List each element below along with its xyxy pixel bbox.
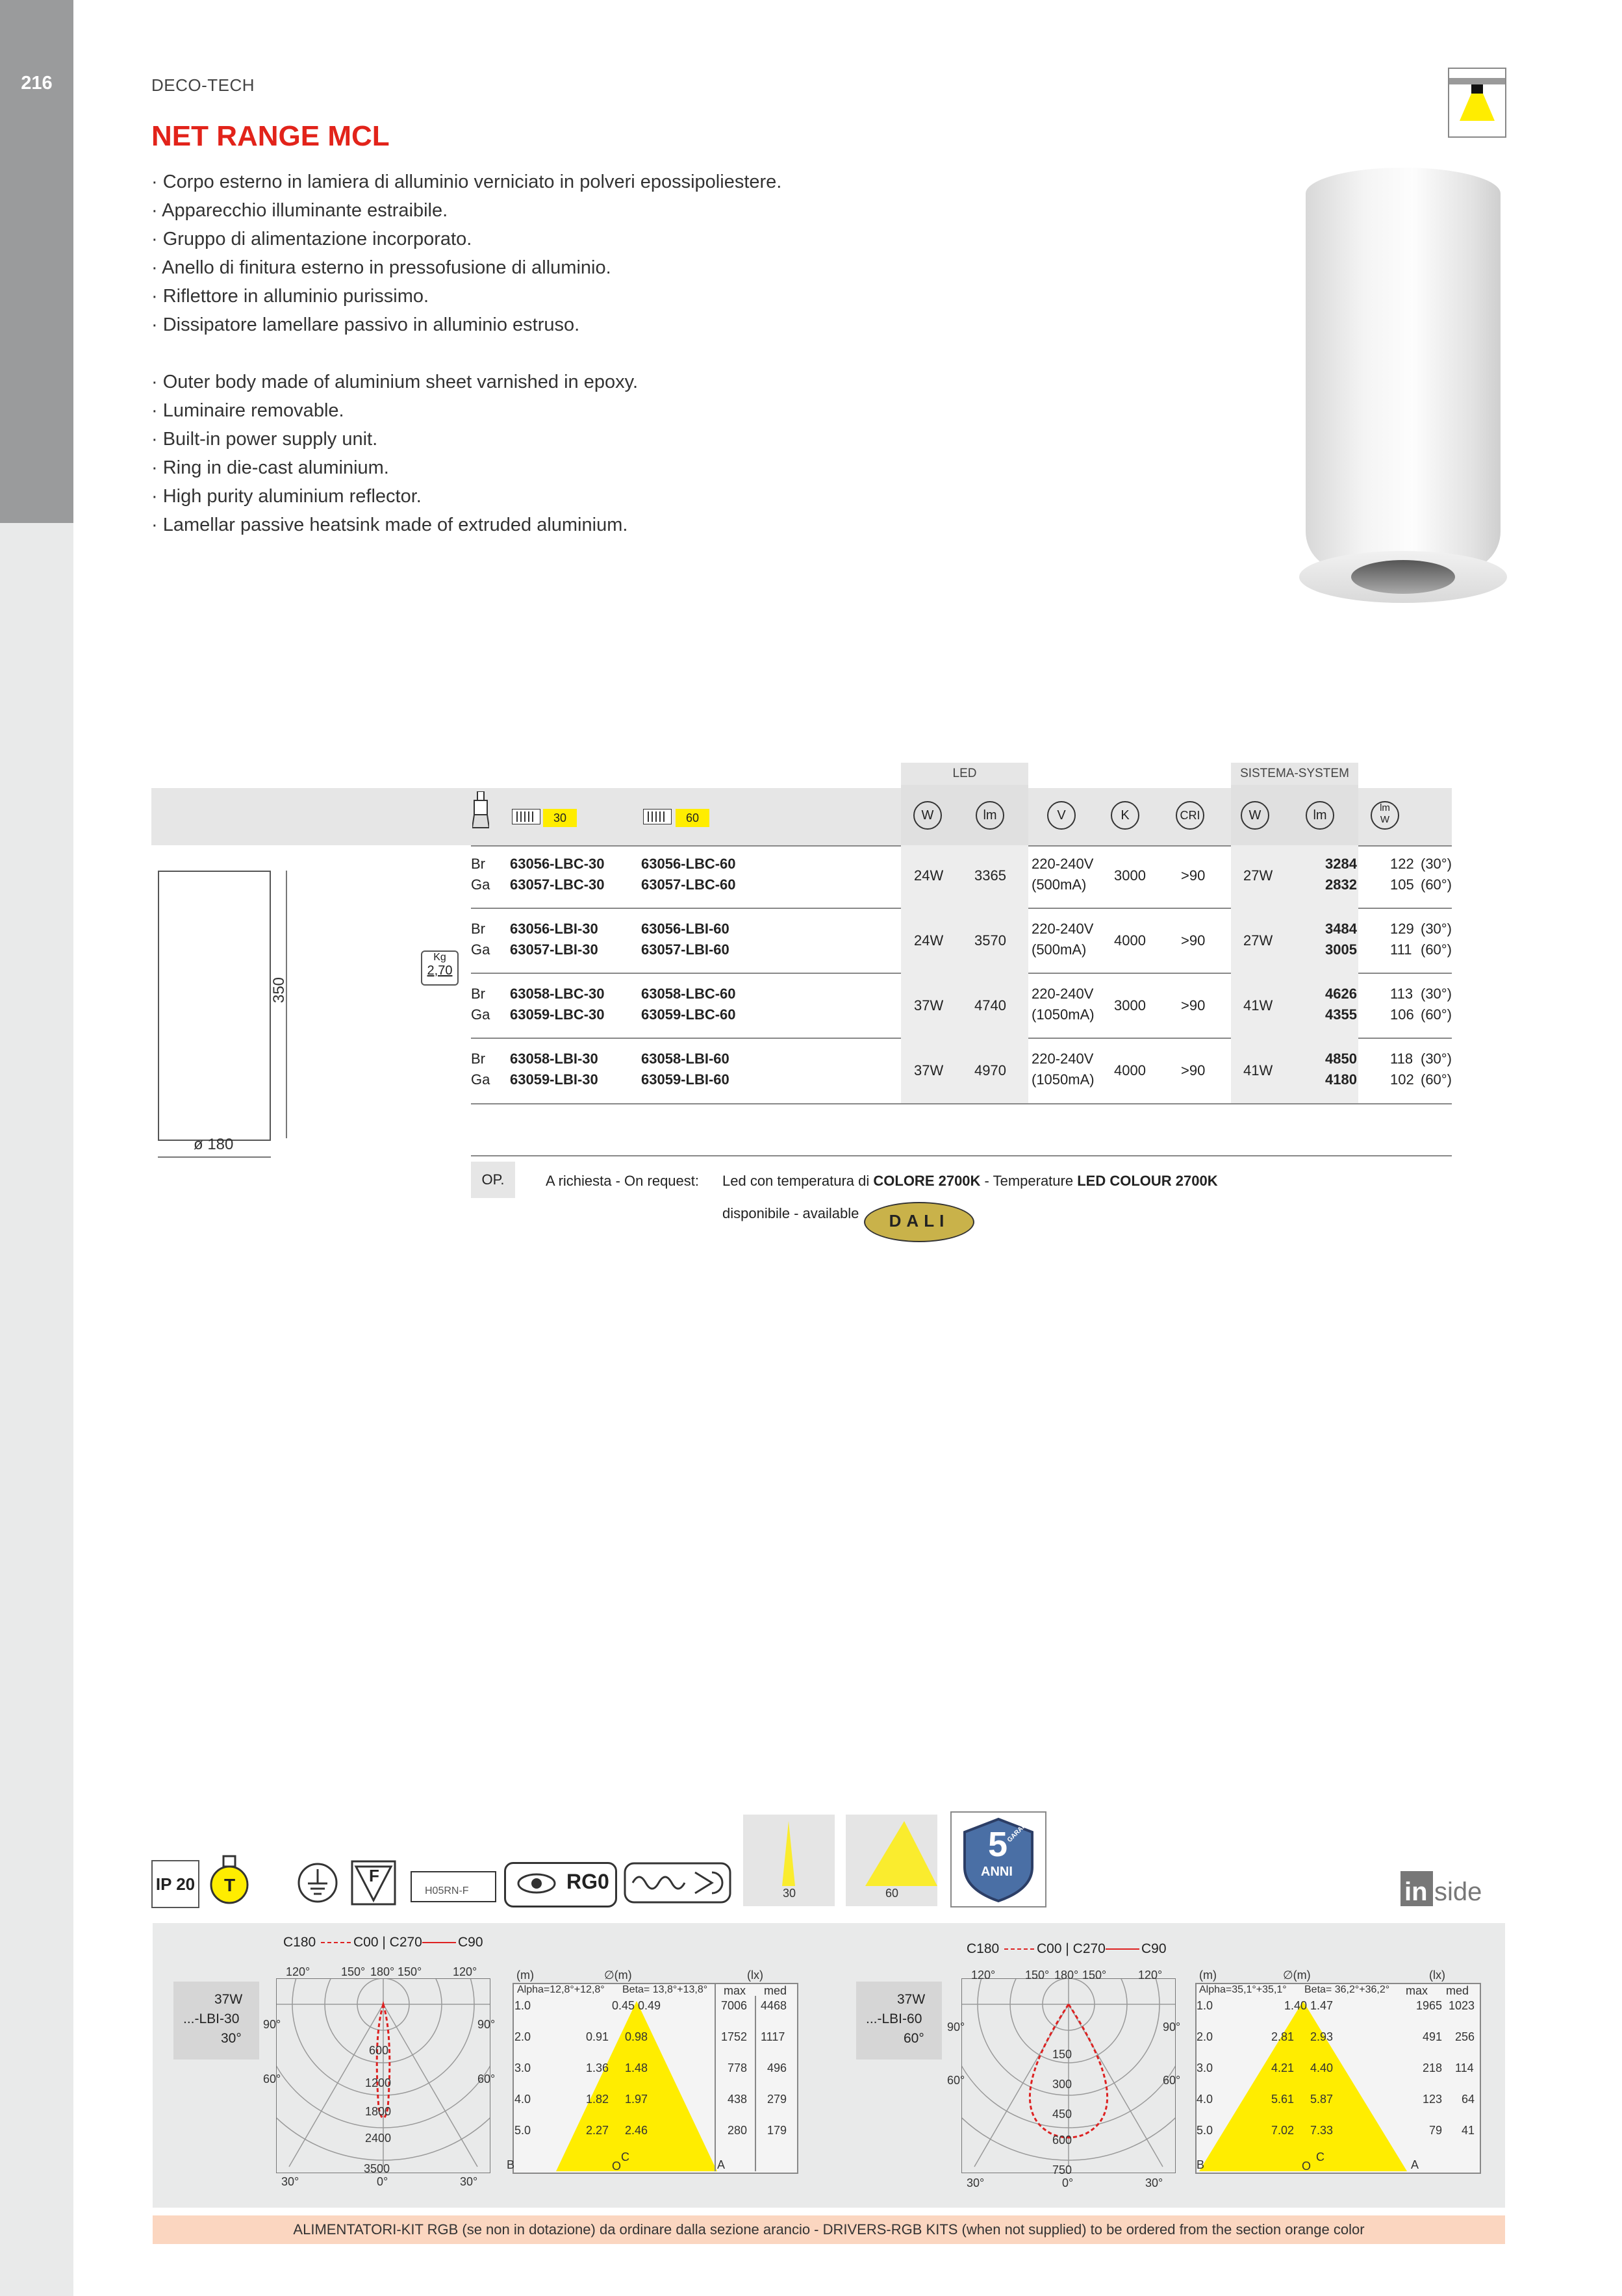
voltage: 220-240V bbox=[1032, 856, 1094, 872]
current: (1050mA) bbox=[1032, 1006, 1095, 1023]
angle-60: (60°) bbox=[1421, 941, 1452, 958]
product-title: NET RANGE MCL bbox=[151, 120, 390, 152]
finish-ga: Ga bbox=[471, 1006, 490, 1023]
radial-tick: 750 bbox=[1052, 2163, 1072, 2176]
angle-tick: 0° bbox=[377, 2175, 388, 2188]
cone-label-b: B bbox=[507, 2158, 515, 2171]
angle-tick: 180° bbox=[1054, 1969, 1079, 1982]
diameter-a: 5.61 bbox=[1271, 2093, 1295, 2106]
kelvin-icon: K bbox=[1111, 801, 1139, 830]
system-lumen-icon: lm bbox=[1306, 801, 1334, 830]
angle-tick: 120° bbox=[971, 1969, 996, 1982]
system-lumen-60: 4355 bbox=[1325, 1006, 1357, 1023]
voltage: 220-240V bbox=[1032, 986, 1094, 1002]
desc-it-line: · Riflettore in alluminio purissimo. bbox=[151, 286, 429, 307]
system-group-header: SISTEMA-SYSTEM bbox=[1231, 763, 1358, 785]
efficacy-60: 111 bbox=[1390, 941, 1412, 958]
radial-tick: 2400 bbox=[365, 2132, 392, 2145]
efficacy-60: 102 bbox=[1390, 1071, 1414, 1088]
lux-max: 280 bbox=[728, 2124, 748, 2137]
diameter-a: 1.40 bbox=[1284, 1999, 1308, 2012]
table-row bbox=[471, 983, 1452, 1035]
system-watt-icon: W bbox=[1241, 801, 1269, 830]
lux-med: 496 bbox=[767, 2061, 787, 2074]
desc-en-line: · Outer body made of aluminium sheet varnished in epoxy. bbox=[151, 372, 639, 392]
led-lumen: 4740 bbox=[974, 997, 1006, 1014]
finish-br: Br bbox=[471, 921, 485, 937]
legend-c90: C90 bbox=[1141, 1941, 1167, 1956]
brand-label: DECO-TECH bbox=[151, 75, 255, 95]
code-60-ga: 63057-LBI-60 bbox=[641, 941, 729, 958]
diameter-b: 1.47 bbox=[1310, 1999, 1334, 2012]
desc-en-line: · High purity aluminium reflector. bbox=[151, 486, 422, 507]
barcode-icon bbox=[512, 809, 540, 828]
system-lumen-30: 3284 bbox=[1325, 856, 1357, 872]
radial-tick: 300 bbox=[1052, 2078, 1072, 2091]
color-temp: 4000 bbox=[1114, 1062, 1146, 1078]
note-text: Led con temperatura di bbox=[722, 1173, 874, 1189]
diameter-b: 7.33 bbox=[1310, 2124, 1334, 2137]
diameter-a: 7.02 bbox=[1271, 2124, 1295, 2137]
led-watt: 37W bbox=[914, 1062, 944, 1078]
radial-tick: 1200 bbox=[365, 2076, 392, 2089]
code-30-br: 63058-LBC-30 bbox=[510, 986, 605, 1002]
system-watt: 41W bbox=[1243, 1062, 1273, 1078]
lux-max: 218 bbox=[1423, 2061, 1443, 2074]
distance: 3.0 bbox=[1197, 2061, 1213, 2074]
cone-label-a: A bbox=[717, 2158, 726, 2171]
angle-tick: 60° bbox=[263, 2073, 281, 2086]
cone-row bbox=[514, 1999, 796, 2030]
cone-label-c: C bbox=[1316, 2150, 1324, 2163]
angle-tick: 60° bbox=[947, 2074, 965, 2087]
angle-tick: 120° bbox=[453, 1965, 477, 1978]
color-temp: 3000 bbox=[1114, 867, 1146, 884]
angle-tick: 90° bbox=[947, 2021, 965, 2034]
diameter-a: 1.36 bbox=[586, 2061, 609, 2074]
current: (1050mA) bbox=[1032, 1071, 1095, 1088]
weight-badge bbox=[421, 950, 459, 986]
beam-60-label: 60 bbox=[885, 1887, 899, 1900]
bulb-t-label: T bbox=[224, 1875, 236, 1895]
alpha-label: Alpha=12,8°+12,8° bbox=[517, 1984, 605, 1995]
table-row bbox=[471, 853, 1452, 905]
earth-ground-icon bbox=[298, 1860, 338, 1909]
angle-tick: 120° bbox=[1138, 1969, 1163, 1982]
lux-max: 778 bbox=[728, 2061, 748, 2074]
angle-tick: 150° bbox=[1082, 1969, 1107, 1982]
code-30-br: 63056-LBC-30 bbox=[510, 856, 605, 872]
weight-value: 2,70 bbox=[427, 963, 453, 978]
dali-logo: DALI bbox=[864, 1202, 974, 1242]
chart-2-power: 37W bbox=[897, 1992, 926, 2007]
distance: 2.0 bbox=[1197, 2030, 1213, 2043]
lux-med: 256 bbox=[1455, 2030, 1475, 2043]
description-block bbox=[151, 168, 781, 539]
code-30-br: 63056-LBI-30 bbox=[510, 921, 598, 937]
lux-med: 41 bbox=[1462, 2124, 1475, 2137]
cone-row bbox=[514, 2061, 796, 2093]
system-lumen-60: 3005 bbox=[1325, 941, 1357, 958]
lux-med: 179 bbox=[767, 2124, 787, 2137]
angle-tick: 120° bbox=[286, 1965, 310, 1978]
angle-30: (30°) bbox=[1421, 856, 1452, 872]
warranty-band: GARANZIA bbox=[1006, 1814, 1035, 1844]
led-2700k-note bbox=[722, 1173, 1218, 1190]
beam-60-badge: 60 bbox=[676, 809, 709, 827]
diameter-a: 1.82 bbox=[586, 2093, 609, 2106]
note-bold: COLORE 2700K bbox=[873, 1173, 981, 1189]
legend-c00: C00 | C270 bbox=[1037, 1941, 1106, 1956]
lux-med: 1023 bbox=[1449, 1999, 1475, 2012]
angle-tick: 30° bbox=[967, 2176, 985, 2189]
col-med: med bbox=[764, 1984, 787, 1997]
radial-tick: 600 bbox=[369, 2044, 389, 2057]
efficacy-60: 105 bbox=[1390, 876, 1414, 893]
distance: 3.0 bbox=[514, 2061, 531, 2074]
voltage: 220-240V bbox=[1032, 1051, 1094, 1067]
angle-tick: 150° bbox=[1025, 1969, 1050, 1982]
angle-tick: 90° bbox=[263, 2018, 281, 2031]
ip20-icon: IP 20 bbox=[151, 1860, 199, 1908]
angle-30: (30°) bbox=[1421, 921, 1452, 937]
system-lumen-60: 4180 bbox=[1325, 1071, 1357, 1088]
product-reflector bbox=[1351, 560, 1455, 594]
cone-label-c: C bbox=[621, 2150, 629, 2163]
product-image bbox=[1306, 168, 1501, 570]
volt-icon: V bbox=[1047, 801, 1076, 830]
legend-dash bbox=[321, 1942, 351, 1943]
code-60-ga: 63057-LBC-60 bbox=[641, 876, 736, 893]
options-label: OP. bbox=[471, 1162, 515, 1198]
code-60-ga: 63059-LBC-60 bbox=[641, 1006, 736, 1023]
chart-1-code: ...-LBI-30 bbox=[183, 2011, 240, 2026]
diameter-dimension: ø 180 bbox=[194, 1136, 234, 1153]
rg0-label: RG0 bbox=[566, 1870, 609, 1893]
system-watt: 27W bbox=[1243, 867, 1273, 884]
system-watt: 41W bbox=[1243, 997, 1273, 1014]
f-mark-label: F bbox=[369, 1866, 379, 1885]
color-temp: 3000 bbox=[1114, 997, 1146, 1014]
lux-max: 79 bbox=[1429, 2124, 1443, 2137]
distance: 4.0 bbox=[514, 2093, 531, 2106]
angle-tick: 90° bbox=[477, 2018, 496, 2031]
cone-label-b: B bbox=[1197, 2158, 1205, 2171]
lux-max: 7006 bbox=[721, 1999, 748, 2012]
diameter-b: 2.93 bbox=[1310, 2030, 1334, 2043]
legend-c00: C00 | C270 bbox=[353, 1935, 422, 1950]
system-lumen-30: 4626 bbox=[1325, 986, 1357, 1002]
finish-ga: Ga bbox=[471, 941, 490, 958]
chart-1-power: 37W bbox=[214, 1992, 243, 2007]
led-watt: 24W bbox=[914, 932, 944, 949]
alpha-label: Alpha=35,1°+35,1° bbox=[1199, 1984, 1287, 1995]
cone-row bbox=[1197, 2061, 1478, 2093]
chart-2-angle: 60° bbox=[904, 2031, 924, 2046]
code-60-ga: 63059-LBI-60 bbox=[641, 1071, 729, 1088]
cone-row bbox=[1197, 2030, 1478, 2061]
finish-ga: Ga bbox=[471, 876, 490, 893]
efficacy-60: 106 bbox=[1390, 1006, 1414, 1023]
cone-row bbox=[1197, 1999, 1478, 2030]
voltage: 220-240V bbox=[1032, 921, 1094, 937]
diameter-dim-line bbox=[158, 1156, 271, 1158]
system-lumen-30: 3484 bbox=[1325, 921, 1357, 937]
desc-it-line: · Gruppo di alimentazione incorporato. bbox=[151, 229, 472, 249]
cri: >90 bbox=[1181, 867, 1206, 884]
legend-c180: C180 bbox=[283, 1935, 316, 1950]
col-max: max bbox=[724, 1984, 746, 1997]
lux-med: 4468 bbox=[761, 1999, 787, 2012]
barcode-icon bbox=[643, 809, 672, 828]
chart-2-code: ...-LBI-60 bbox=[866, 2011, 922, 2026]
finish-ga: Ga bbox=[471, 1071, 490, 1088]
angle-tick: 30° bbox=[460, 2175, 478, 2188]
cri: >90 bbox=[1181, 1062, 1206, 1078]
efficacy-30: 118 bbox=[1390, 1051, 1413, 1067]
diameter-b: 2.46 bbox=[625, 2124, 648, 2137]
cable-label: H05RN-F bbox=[425, 1885, 469, 1896]
diameter-a: 2.27 bbox=[586, 2124, 609, 2137]
efficacy-30: 113 bbox=[1390, 986, 1413, 1002]
led-lumen: 3365 bbox=[974, 867, 1006, 884]
inside-logo-text: side bbox=[1434, 1878, 1482, 1906]
diameter-b: 5.87 bbox=[1310, 2093, 1334, 2106]
desc-en-line: · Ring in die-cast aluminium. bbox=[151, 457, 389, 478]
distance: 4.0 bbox=[1197, 2093, 1213, 2106]
angle-tick: 60° bbox=[1163, 2074, 1181, 2087]
finish-br: Br bbox=[471, 856, 485, 872]
efficacy-bottom: W bbox=[1380, 814, 1390, 825]
lux-max: 491 bbox=[1423, 2030, 1443, 2043]
angle-60: (60°) bbox=[1421, 1006, 1452, 1023]
diameter-a: 0.45 bbox=[612, 1999, 635, 2012]
current: (500mA) bbox=[1032, 941, 1087, 958]
height-dim-line bbox=[286, 871, 287, 1138]
warranty-word: ANNI bbox=[981, 1865, 1013, 1879]
col-m: (m) bbox=[1199, 1969, 1217, 1982]
angle-60: (60°) bbox=[1421, 876, 1452, 893]
desc-it-line: · Corpo esterno in lamiera di alluminio verniciato in polveri epossipoliestere. bbox=[151, 172, 782, 192]
radial-tick: 150 bbox=[1052, 2048, 1072, 2061]
cri: >90 bbox=[1181, 997, 1206, 1014]
efficacy-icon bbox=[1371, 801, 1399, 830]
col-max: max bbox=[1406, 1984, 1428, 1997]
code-30-ga: 63057-LBC-30 bbox=[510, 876, 605, 893]
system-lumen-30: 4850 bbox=[1325, 1051, 1357, 1067]
watt-icon: W bbox=[913, 801, 942, 830]
led-group-header: LED bbox=[901, 763, 1028, 785]
col-dia: ∅(m) bbox=[604, 1969, 632, 1982]
cri: >90 bbox=[1181, 932, 1206, 949]
led-watt: 24W bbox=[914, 867, 944, 884]
angle-tick: 180° bbox=[370, 1965, 395, 1978]
lux-med: 279 bbox=[767, 2093, 787, 2106]
table-row bbox=[471, 918, 1452, 970]
desc-en-line: · Built-in power supply unit. bbox=[151, 429, 378, 450]
inside-logo-bold: in bbox=[1404, 1878, 1428, 1906]
angle-tick: 0° bbox=[1062, 2176, 1074, 2189]
cri-icon: CRI bbox=[1176, 801, 1204, 830]
efficacy-30: 122 bbox=[1390, 856, 1414, 872]
angle-60: (60°) bbox=[1421, 1071, 1452, 1088]
angle-tick: 60° bbox=[477, 2073, 496, 2086]
cone-row bbox=[1197, 2093, 1478, 2124]
table-divider bbox=[471, 1103, 1452, 1104]
col-med: med bbox=[1446, 1984, 1469, 1997]
lux-max: 123 bbox=[1423, 2093, 1443, 2106]
beam-30-badge: 30 bbox=[543, 809, 577, 827]
diameter-a: 4.21 bbox=[1271, 2061, 1295, 2074]
cone-label-a: A bbox=[1411, 2158, 1419, 2171]
available-label: disponibile - available bbox=[722, 1205, 859, 1221]
cone-row bbox=[514, 2030, 796, 2061]
distance: 2.0 bbox=[514, 2030, 531, 2043]
distance: 5.0 bbox=[514, 2124, 531, 2137]
angle-tick: 150° bbox=[341, 1965, 366, 1978]
chart-1-angle: 30° bbox=[221, 2031, 242, 2046]
lux-max: 1752 bbox=[721, 2030, 748, 2043]
beta-label: Beta= 13,8°+13,8° bbox=[622, 1984, 708, 1995]
diameter-b: 4.40 bbox=[1310, 2061, 1334, 2074]
col-dia: ∅(m) bbox=[1283, 1969, 1311, 1982]
legend-dash bbox=[1004, 1948, 1034, 1950]
lux-max: 438 bbox=[728, 2093, 748, 2106]
options-divider bbox=[471, 1155, 1452, 1156]
ceiling-mount-icon bbox=[1448, 68, 1506, 138]
radial-tick: 1800 bbox=[365, 2105, 392, 2118]
cone-row bbox=[514, 2093, 796, 2124]
angle-tick: 150° bbox=[398, 1965, 422, 1978]
angle-30: (30°) bbox=[1421, 1051, 1452, 1067]
lux-med: 114 bbox=[1455, 2061, 1474, 2074]
diameter-b: 1.97 bbox=[625, 2093, 648, 2106]
on-request-label: A richiesta - On request: bbox=[546, 1173, 699, 1189]
finish-br: Br bbox=[471, 1051, 485, 1067]
angle-tick: 30° bbox=[281, 2175, 299, 2188]
code-60-br: 63056-LBC-60 bbox=[641, 856, 736, 872]
radial-tick: 3500 bbox=[364, 2162, 390, 2175]
desc-en-line: · Lamellar passive heatsink made of extruded aluminium. bbox=[151, 515, 628, 535]
lux-max: 1965 bbox=[1416, 1999, 1443, 2012]
legend-c90: C90 bbox=[458, 1935, 483, 1950]
beam-30-label: 30 bbox=[783, 1887, 796, 1900]
diameter-a: 2.81 bbox=[1271, 2030, 1295, 2043]
lux-med: 1117 bbox=[761, 2030, 785, 2043]
distance: 5.0 bbox=[1197, 2124, 1213, 2137]
efficacy-30: 129 bbox=[1390, 921, 1414, 937]
note-bold: LED COLOUR 2700K bbox=[1077, 1173, 1218, 1189]
cone-row bbox=[514, 2124, 796, 2155]
code-60-br: 63058-LBI-60 bbox=[641, 1051, 729, 1067]
system-watt: 27W bbox=[1243, 932, 1273, 949]
diameter-b: 0.49 bbox=[638, 1999, 661, 2012]
system-lumen-60: 2832 bbox=[1325, 876, 1357, 893]
note-text: - Temperature bbox=[980, 1173, 1078, 1189]
diameter-b: 1.48 bbox=[625, 2061, 648, 2074]
code-60-br: 63058-LBC-60 bbox=[641, 986, 736, 1002]
angle-tick: 90° bbox=[1163, 2021, 1181, 2034]
diameter-a: 0.91 bbox=[586, 2030, 609, 2043]
col-m: (m) bbox=[516, 1969, 534, 1982]
lamp-icon bbox=[472, 791, 489, 832]
cone-label-o: O bbox=[1302, 2160, 1312, 2173]
radial-tick: 600 bbox=[1052, 2134, 1072, 2147]
footer-note: ALIMENTATORI-KIT RGB (se non in dotazione) da ordinare dalla sezione arancio - DRIVERS-RGB KITS (when not supplied) to be ordered from the section orange color bbox=[153, 2215, 1505, 2244]
legend-c180: C180 bbox=[967, 1941, 1000, 1956]
desc-it-line: · Anello di finitura esterno in pressofusione di alluminio. bbox=[151, 257, 611, 278]
angle-tick: 30° bbox=[1145, 2176, 1163, 2189]
dimmable-icon bbox=[624, 1862, 731, 1907]
efficacy-top: lm bbox=[1380, 802, 1390, 813]
lumen-icon: lm bbox=[976, 801, 1004, 830]
legend-solid bbox=[422, 1942, 456, 1943]
current: (500mA) bbox=[1032, 876, 1087, 893]
led-watt: 37W bbox=[914, 997, 944, 1014]
desc-en-line: · Luminaire removable. bbox=[151, 400, 344, 421]
height-dimension: 350 bbox=[270, 976, 288, 1004]
product-outline-drawing bbox=[158, 871, 271, 1141]
eye-icon bbox=[516, 1872, 557, 1898]
distance: 1.0 bbox=[514, 1999, 531, 2012]
lux-med: 64 bbox=[1462, 2093, 1475, 2106]
desc-it-line: · Dissipatore lamellare passivo in alluminio estruso. bbox=[151, 314, 580, 335]
table-row bbox=[471, 1048, 1452, 1100]
radial-tick: 450 bbox=[1052, 2108, 1072, 2121]
finish-br: Br bbox=[471, 986, 485, 1002]
desc-it-line: · Apparecchio illuminante estraibile. bbox=[151, 200, 448, 221]
angle-30: (30°) bbox=[1421, 986, 1452, 1002]
led-lumen: 3570 bbox=[974, 932, 1006, 949]
distance: 1.0 bbox=[1197, 1999, 1213, 2012]
code-60-br: 63056-LBI-60 bbox=[641, 921, 729, 937]
beta-label: Beta= 36,2°+36,2° bbox=[1304, 1984, 1390, 1995]
code-30-ga: 63059-LBI-30 bbox=[510, 1071, 598, 1088]
color-temp: 4000 bbox=[1114, 932, 1146, 949]
weight-unit: Kg bbox=[433, 952, 446, 963]
cone-label-o: O bbox=[612, 2160, 622, 2173]
code-30-ga: 63059-LBC-30 bbox=[510, 1006, 605, 1023]
warranty-years: 5 bbox=[988, 1825, 1008, 1864]
desc-spacer bbox=[151, 339, 781, 368]
page-number: 216 bbox=[21, 73, 53, 94]
code-30-ga: 63057-LBI-30 bbox=[510, 941, 598, 958]
led-lumen: 4970 bbox=[974, 1062, 1006, 1078]
diameter-b: 0.98 bbox=[625, 2030, 648, 2043]
code-30-br: 63058-LBI-30 bbox=[510, 1051, 598, 1067]
col-lx: (lx) bbox=[1429, 1969, 1445, 1982]
cone-row bbox=[1197, 2124, 1478, 2155]
col-lx: (lx) bbox=[747, 1969, 763, 1982]
legend-solid bbox=[1106, 1948, 1139, 1950]
